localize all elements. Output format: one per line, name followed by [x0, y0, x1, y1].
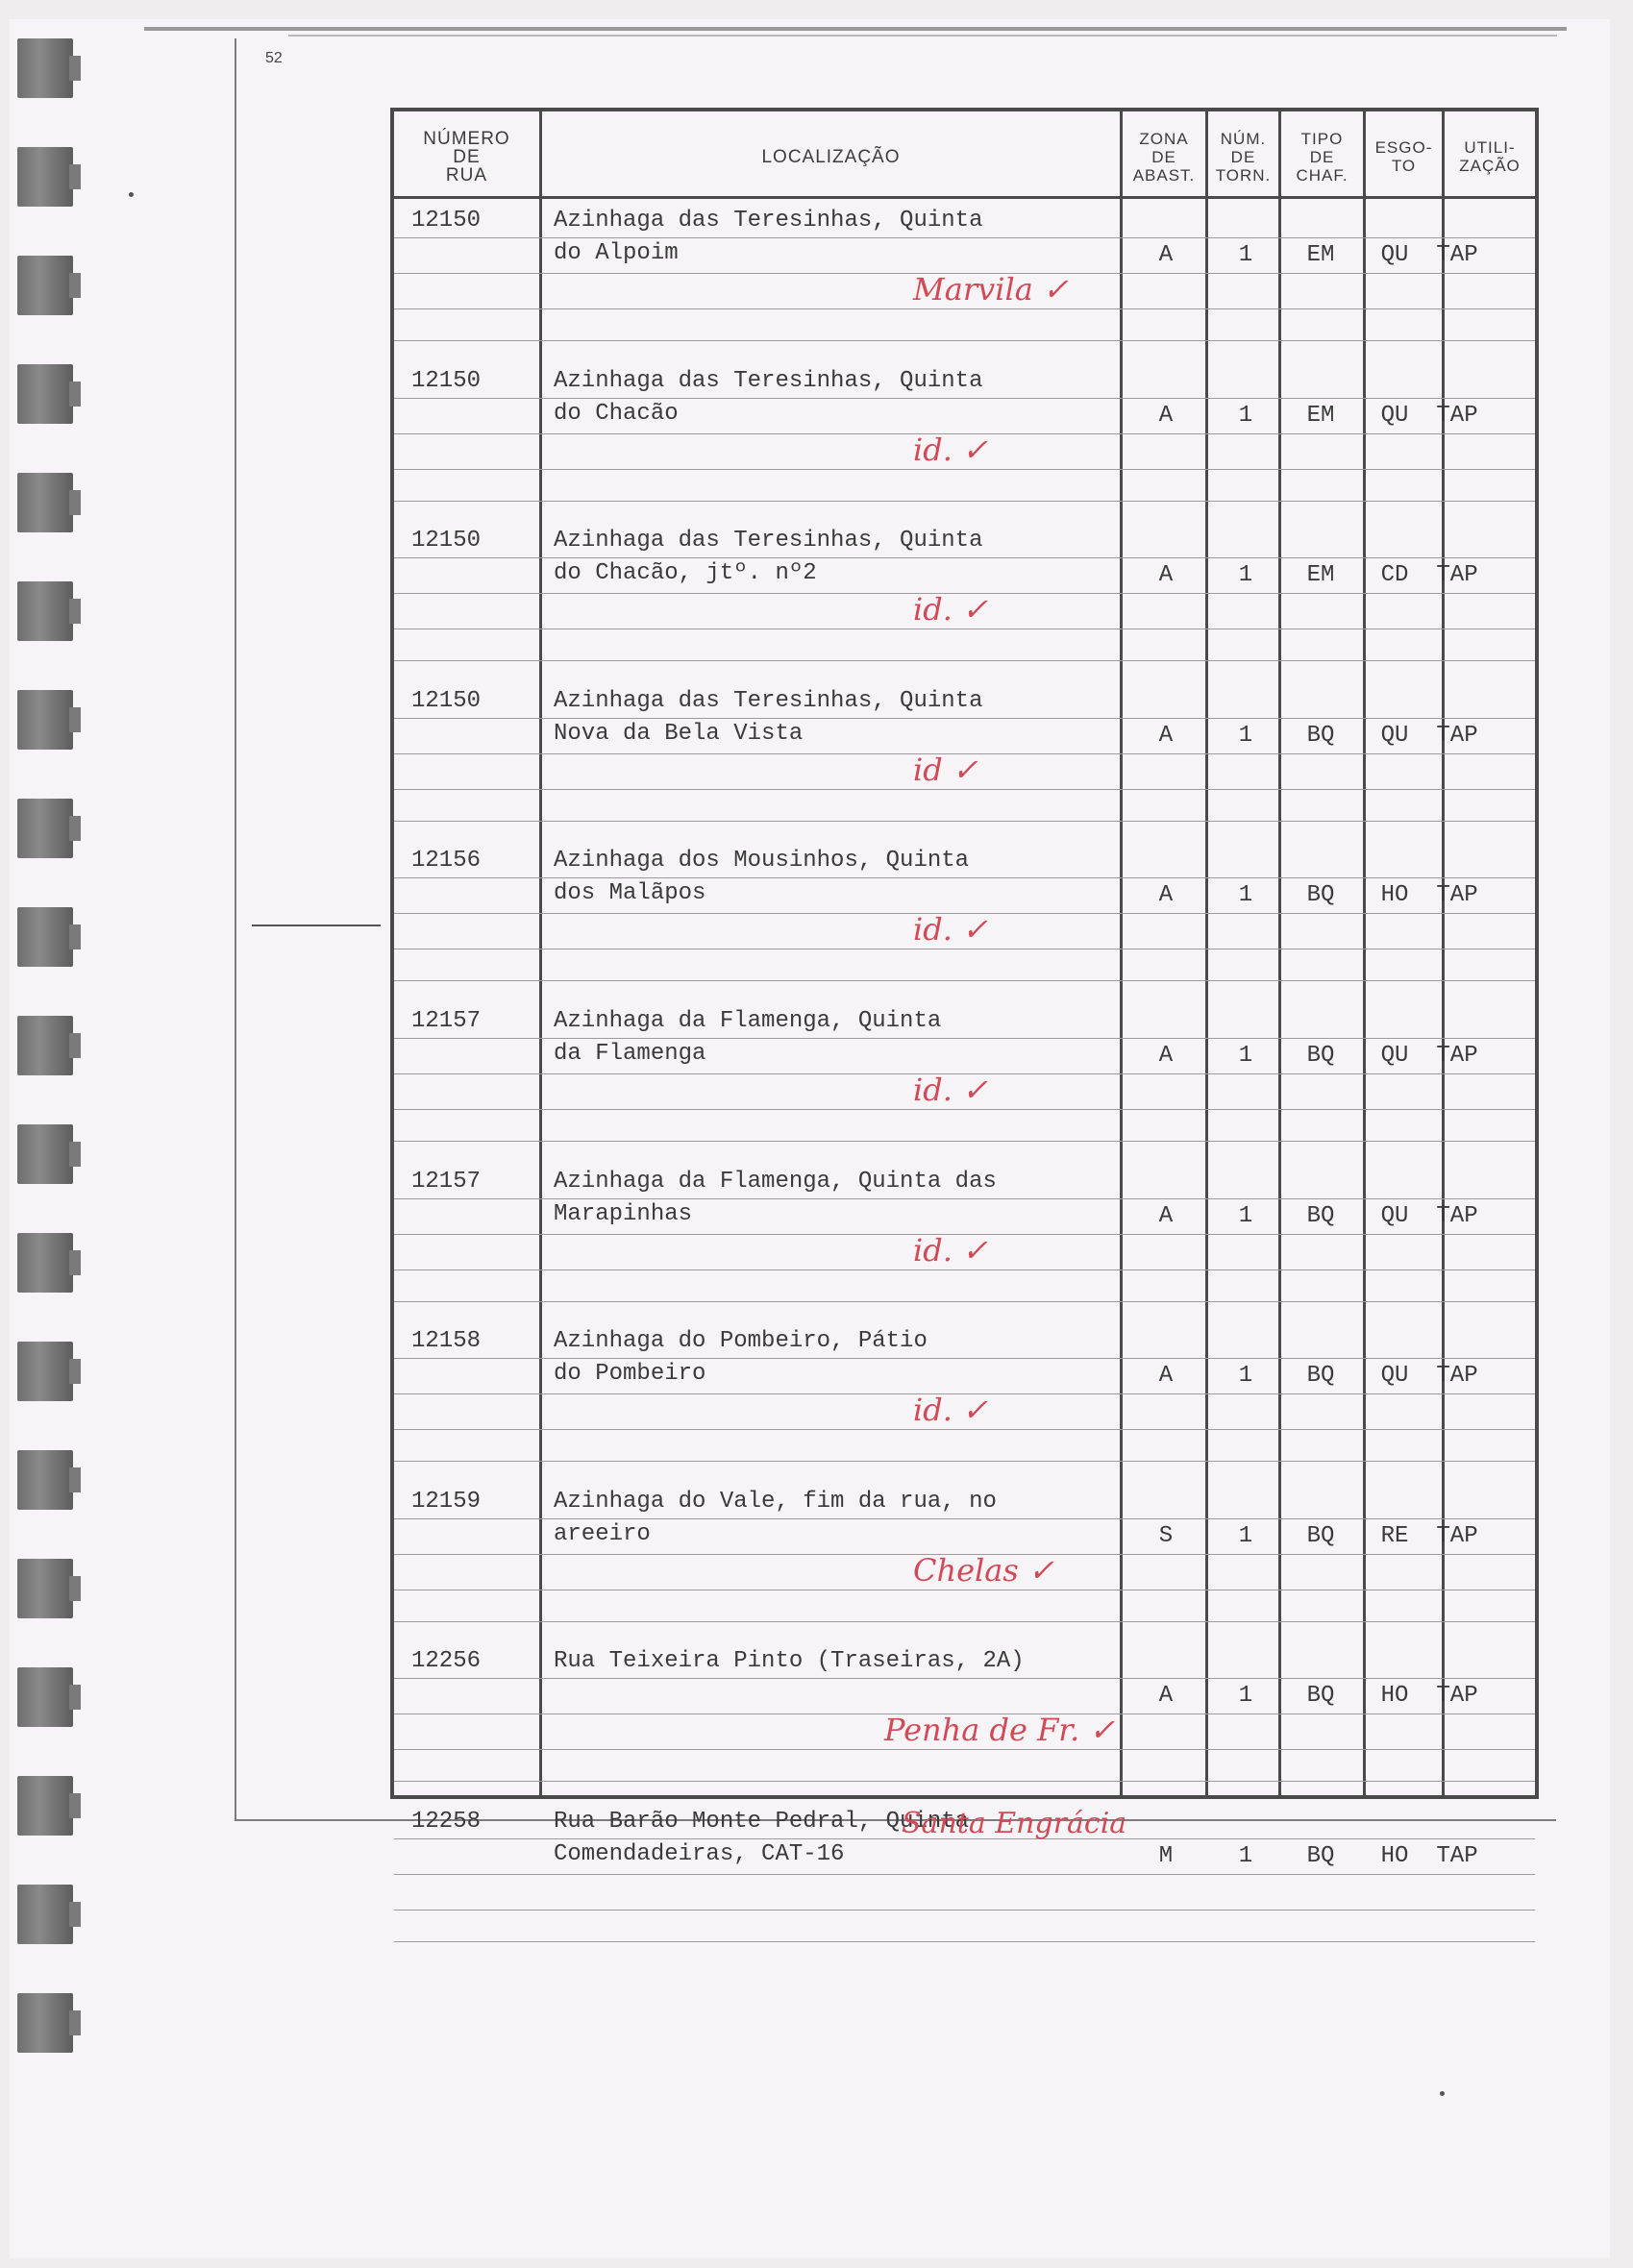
- header-localizacao: LOCALIZAÇÃO: [761, 146, 901, 167]
- binding-hole: [17, 256, 73, 315]
- fountain-type: EM: [1306, 562, 1335, 589]
- street-number: 12150: [411, 687, 482, 714]
- location-line-2: do Pombeiro: [554, 1361, 706, 1388]
- tap-count: 1: [1238, 1522, 1253, 1549]
- location-line-1: Azinhaga das Teresinhas, Quinta: [554, 367, 983, 394]
- location-line-2: dos Malãpos: [554, 880, 706, 907]
- top-border-line: [144, 27, 1567, 31]
- table-row: [394, 528, 1535, 687]
- usage: TAP: [1436, 1522, 1478, 1549]
- street-number: 12157: [411, 1008, 482, 1034]
- table-row: [394, 688, 1535, 848]
- location-line-2: da Flamenga: [554, 1041, 706, 1067]
- sewer-type: RE: [1380, 1522, 1409, 1549]
- binding-hole: [17, 1885, 73, 1944]
- tap-count: 1: [1238, 562, 1253, 589]
- usage: TAP: [1436, 1202, 1478, 1229]
- table-row: [394, 1489, 1535, 1648]
- location-line-2: do Alpoim: [554, 240, 679, 266]
- fountain-type: BQ: [1306, 1202, 1335, 1229]
- location-line-1: Azinhaga dos Mousinhos, Quinta: [554, 848, 970, 875]
- left-border-line: [235, 38, 236, 1821]
- fountain-type: BQ: [1306, 1363, 1335, 1390]
- fountain-type: BQ: [1306, 1683, 1335, 1710]
- street-number: 12258: [411, 1809, 482, 1835]
- handwritten-annotation: Santa Engrácia: [902, 1807, 1127, 1840]
- location-line-1: Azinhaga das Teresinhas, Quinta: [554, 528, 983, 555]
- sewer-type: QU: [1380, 1363, 1409, 1390]
- speck: [1440, 2091, 1445, 2096]
- handwritten-annotation: id. ✓: [913, 1231, 988, 1269]
- location-line-1: Azinhaga das Teresinhas, Quinta: [554, 208, 983, 234]
- usage: TAP: [1436, 882, 1478, 909]
- location-line-2: Marapinhas: [554, 1200, 693, 1227]
- table-row: [394, 1169, 1535, 1328]
- supply-zone: A: [1158, 722, 1174, 749]
- handwritten-annotation: id. ✓: [913, 1392, 988, 1429]
- margin-mark: [252, 924, 381, 926]
- street-number: 12156: [411, 848, 482, 875]
- handwritten-annotation: id. ✓: [913, 591, 988, 629]
- location-line-2: areeiro: [554, 1520, 651, 1547]
- street-number: 12158: [411, 1328, 482, 1355]
- usage: TAP: [1436, 1043, 1478, 1069]
- speck: [129, 192, 134, 197]
- supply-zone: S: [1158, 1522, 1174, 1549]
- location-line-1: Azinhaga das Teresinhas, Quinta: [554, 687, 983, 714]
- sewer-type: QU: [1380, 1043, 1409, 1069]
- binding-hole: [17, 1776, 73, 1836]
- tap-count: 1: [1238, 882, 1253, 909]
- handwritten-annotation: id ✓: [913, 751, 978, 788]
- supply-zone: A: [1158, 1683, 1174, 1710]
- tap-count: 1: [1238, 1043, 1253, 1069]
- street-number: 12256: [411, 1648, 482, 1675]
- location-line-2: Comendadeiras, CAT-16: [554, 1841, 845, 1867]
- handwritten-annotation: id. ✓: [913, 431, 988, 468]
- sewer-type: QU: [1380, 242, 1409, 268]
- spiral-binding: [17, 38, 75, 2268]
- fountain-type: BQ: [1306, 722, 1335, 749]
- fountain-type: BQ: [1306, 882, 1335, 909]
- header-zona: ZONA DE ABAST.: [1132, 129, 1196, 185]
- sewer-type: HO: [1380, 882, 1409, 909]
- supply-zone: A: [1158, 562, 1174, 589]
- handwritten-annotation: id. ✓: [913, 1072, 988, 1108]
- supply-zone: A: [1158, 1363, 1174, 1390]
- tap-count: 1: [1238, 722, 1253, 749]
- sewer-type: QU: [1380, 722, 1409, 749]
- fountain-type: BQ: [1306, 1522, 1335, 1549]
- binding-hole: [17, 364, 73, 424]
- fountain-type: BQ: [1306, 1043, 1335, 1069]
- supply-zone: M: [1158, 1843, 1174, 1869]
- binding-hole: [17, 1342, 73, 1401]
- handwritten-annotation: id. ✓: [913, 911, 988, 949]
- binding-hole: [17, 1016, 73, 1075]
- sewer-type: QU: [1380, 1202, 1409, 1229]
- header-torn: NÚM. DE TORN.: [1215, 129, 1272, 185]
- location-line-2: Nova da Bela Vista: [554, 720, 804, 747]
- usage: TAP: [1436, 1843, 1478, 1869]
- page-number: 52: [265, 50, 283, 66]
- handwritten-annotation: Penha de Fr. ✓: [884, 1712, 1116, 1749]
- supply-zone: A: [1158, 402, 1174, 429]
- supply-zone: A: [1158, 242, 1174, 268]
- header-chaf: TIPO DE CHAF.: [1296, 129, 1348, 185]
- binding-hole: [17, 690, 73, 750]
- table-row: [394, 208, 1535, 367]
- binding-hole: [17, 1450, 73, 1510]
- street-number: 12159: [411, 1488, 482, 1515]
- tap-count: 1: [1238, 1202, 1253, 1229]
- binding-hole: [17, 147, 73, 207]
- fountain-type: EM: [1306, 242, 1335, 268]
- header-numero: NÚMERO DE RUA: [423, 128, 510, 185]
- supply-zone: A: [1158, 1202, 1174, 1229]
- binding-hole: [17, 1233, 73, 1293]
- handwritten-annotation: Chelas ✓: [913, 1551, 1054, 1589]
- header-esgoto: ESGO- TO: [1374, 138, 1433, 175]
- fountain-type: EM: [1306, 402, 1335, 429]
- tap-count: 1: [1238, 1683, 1253, 1710]
- table-row: [394, 848, 1535, 1007]
- usage: TAP: [1436, 242, 1478, 268]
- table-row: [394, 1008, 1535, 1168]
- binding-hole: [17, 1667, 73, 1727]
- fountain-type: BQ: [1306, 1843, 1335, 1869]
- usage: TAP: [1436, 1683, 1478, 1710]
- binding-hole: [17, 1559, 73, 1618]
- tap-count: 1: [1238, 402, 1253, 429]
- location-line-1: Rua Barão Monte Pedral, Quinta: [554, 1809, 970, 1835]
- sewer-type: HO: [1380, 1683, 1409, 1710]
- supply-zone: A: [1158, 1043, 1174, 1069]
- table-row: [394, 1648, 1535, 1808]
- table-row: [394, 1328, 1535, 1488]
- sewer-type: CD: [1380, 562, 1409, 589]
- binding-hole: [17, 581, 73, 641]
- table-row: [394, 368, 1535, 528]
- binding-hole: [17, 799, 73, 858]
- sewer-type: QU: [1380, 402, 1409, 429]
- location-line-1: Azinhaga do Pombeiro, Pátio: [554, 1328, 928, 1355]
- binding-hole: [17, 907, 73, 967]
- street-number: 12157: [411, 1168, 482, 1195]
- binding-hole: [17, 1993, 73, 2053]
- usage: TAP: [1436, 402, 1478, 429]
- location-line-1: Rua Teixeira Pinto (Traseiras, 2A): [554, 1648, 1025, 1675]
- binding-hole: [17, 473, 73, 532]
- street-number: 12150: [411, 208, 482, 234]
- binding-hole: [17, 1124, 73, 1184]
- top-border-line-secondary: [288, 35, 1557, 37]
- tap-count: 1: [1238, 1843, 1253, 1869]
- usage: TAP: [1436, 562, 1478, 589]
- location-line-1: Azinhaga da Flamenga, Quinta: [554, 1008, 942, 1034]
- location-line-1: Azinhaga da Flamenga, Quinta das: [554, 1168, 997, 1195]
- location-line-2: do Chacão, jtº. nº2: [554, 560, 817, 587]
- sewer-type: HO: [1380, 1843, 1409, 1869]
- tap-count: 1: [1238, 1363, 1253, 1390]
- binding-hole: [17, 38, 73, 98]
- tap-count: 1: [1238, 242, 1253, 268]
- location-line-2: do Chacão: [554, 400, 679, 427]
- street-number: 12150: [411, 367, 482, 394]
- supply-zone: A: [1158, 882, 1174, 909]
- usage: TAP: [1436, 722, 1478, 749]
- usage: TAP: [1436, 1363, 1478, 1390]
- street-number: 12150: [411, 528, 482, 555]
- handwritten-annotation: Marvila ✓: [913, 271, 1069, 308]
- location-line-1: Azinhaga do Vale, fim da rua, no: [554, 1488, 997, 1515]
- header-utilizacao: UTILI- ZAÇÃO: [1459, 138, 1521, 175]
